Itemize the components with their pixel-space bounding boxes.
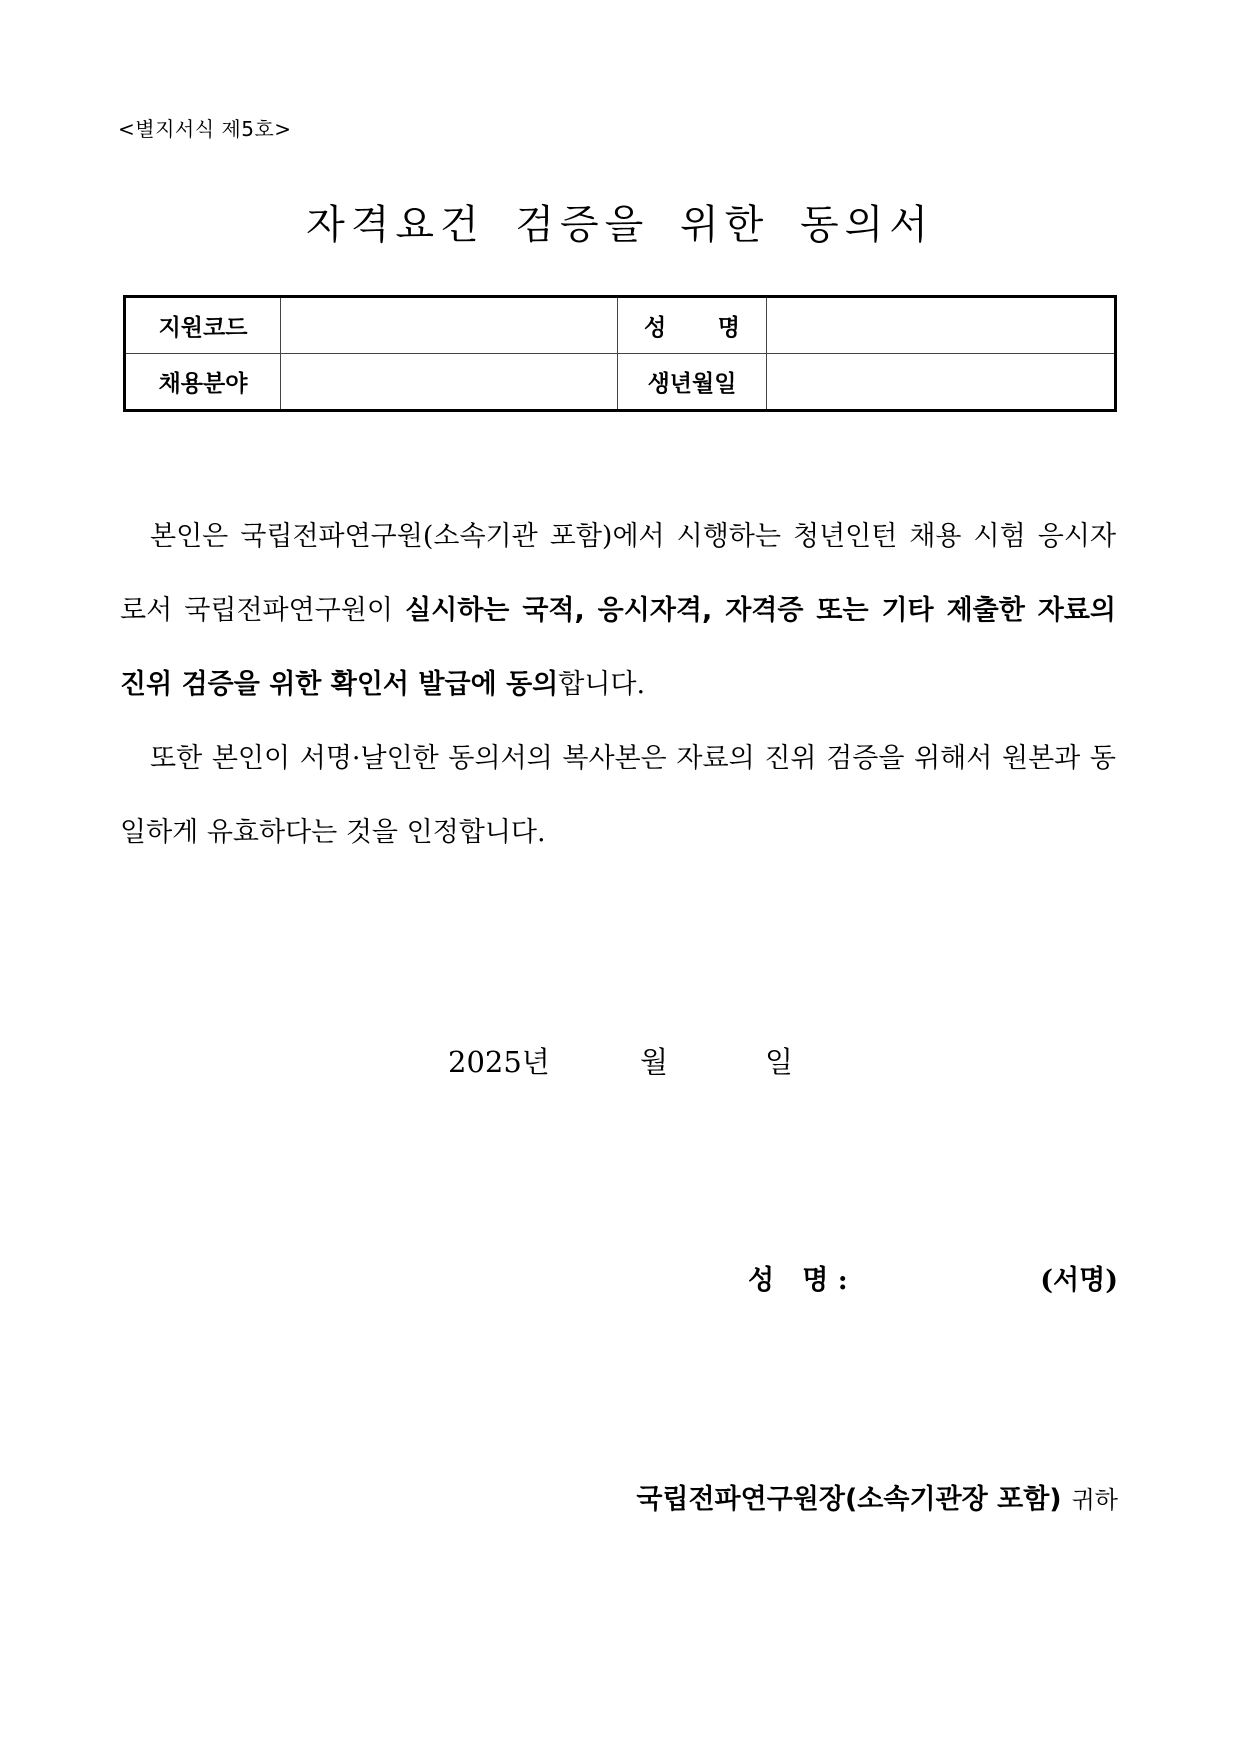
field-name[interactable] [767, 297, 1116, 354]
consent-paragraph-1: 본인은 국립전파연구원(소속기관 포함)에서 시행하는 청년인턴 채용 시험 응시자로서 국립전파연구원이 실시하는 국적, 응시자격, 자격증 또는 기타 제출한 자료의 진위 검증을 위한 확인서 발급에 동의합니다. [120, 521, 1116, 700]
consent-body [120, 500, 1116, 870]
table-row [125, 297, 1116, 354]
form-number: <별지서식 제5호> [118, 117, 292, 141]
field-application-code[interactable] [281, 297, 618, 354]
field-recruitment-field[interactable] [281, 354, 618, 411]
label-birth-date: 생년월일 [618, 354, 767, 411]
consent-emphasis: 실시하는 국적, 응시자격, 자격증 또는 기타 제출한 자료의 진위 검증을 위한 확인서 발급에 동의 [120, 595, 1116, 700]
applicant-info-table [123, 295, 1117, 412]
addressee-organization: 국립전파연구원장(소속기관장 포함) [636, 1484, 1062, 1515]
document-title: 자격요건 검증을 위한 동의서 [306, 202, 934, 248]
label-recruitment-field: 채용분야 [125, 354, 281, 411]
signature-line [748, 1258, 1118, 1297]
date-month: 월 [640, 1045, 669, 1079]
label-name: 성 명 [618, 297, 767, 354]
table-row [125, 354, 1116, 411]
signature-label: 성 명 : [748, 1265, 848, 1296]
signature-mark: (서명) [1040, 1265, 1118, 1296]
addressee-honorific: 귀하 [1071, 1486, 1118, 1514]
date-year: 2025년 [448, 1045, 550, 1079]
consent-paragraph-2: 또한 본인이 서명·날인한 동의서의 복사본은 자료의 진위 검증을 위해서 원본과 동일하게 유효하다는 것을 인정합니다. [120, 743, 1116, 848]
label-application-code: 지원코드 [125, 297, 281, 354]
field-birth-date[interactable] [767, 354, 1116, 411]
date-line [448, 1040, 793, 1081]
addressee [636, 1477, 1118, 1516]
date-day: 일 [765, 1045, 794, 1079]
